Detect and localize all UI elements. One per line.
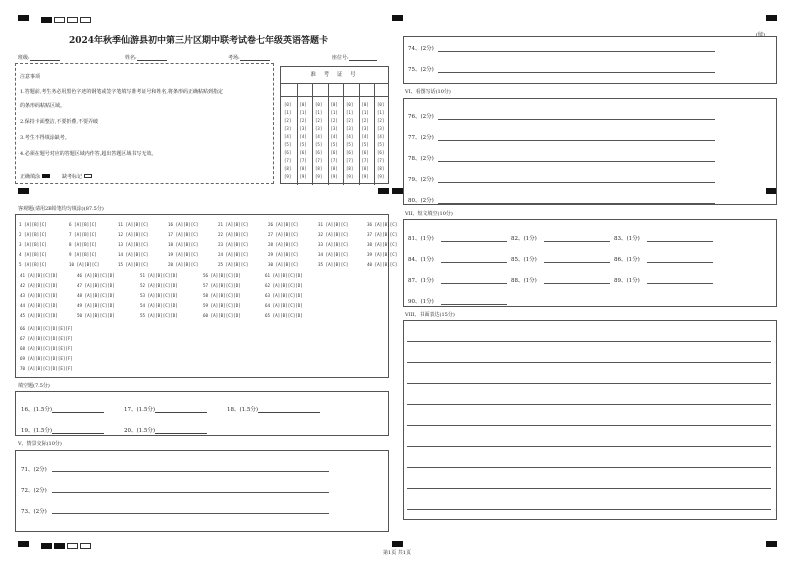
page-title: 2024年秋季仙游县初中第三片区期中联考试卷七年级英语答题卡 [68,36,329,46]
admission-digit-bubble[interactable]: [0] [284,102,292,107]
admission-digit-bubble[interactable]: [9] [361,174,369,179]
objective-question[interactable]: 63 [A][B][C][D] [265,293,303,298]
answer-line[interactable] [441,262,507,263]
admission-digit-bubble[interactable]: [0] [377,102,385,107]
objective-question[interactable]: 40 [A][B][C] [367,262,398,267]
objective-question[interactable]: 11 [A][B][C] [118,222,149,227]
objective-question[interactable]: 52 [A][B][C][D] [140,283,178,288]
answer-line[interactable] [438,119,715,120]
answer-line[interactable] [438,203,715,204]
objective-question[interactable]: 13 [A][B][C] [118,242,149,247]
answer-line[interactable] [438,51,715,52]
objective-question[interactable]: 8 [A][B][C] [69,242,97,247]
admission-digit-bubble[interactable]: [4] [299,134,307,139]
admission-digit-bubble[interactable]: [4] [361,134,369,139]
admission-digit-bubble[interactable]: [5] [284,142,292,147]
cloze-heading: VII、短文填空(10分) [405,211,453,217]
writing-line[interactable] [407,446,771,447]
objective-question[interactable]: 48 [A][B][C][D] [77,293,115,298]
objective-question[interactable]: 32 [A][B][C] [318,232,349,237]
objective-question[interactable]: 55 [A][B][C][D] [140,313,178,318]
answer-line[interactable] [647,283,713,284]
admission-digit-bubble[interactable]: [0] [330,102,338,107]
top-right-mark [766,15,777,21]
notice-item: 2.保持卡面整洁,不要折叠,不要弄破 [20,119,98,125]
writing-line[interactable] [407,467,771,468]
writing-line[interactable] [407,404,771,405]
objective-question[interactable]: 69 [A][B][C][D][E][F] [20,356,73,361]
admission-digit-bubble[interactable]: [3] [315,126,323,131]
admission-digit-bubble[interactable]: [9] [346,174,354,179]
admission-digit-bubble[interactable]: [1] [330,110,338,115]
answer-line[interactable] [438,140,715,141]
answer-line[interactable] [438,72,715,73]
admission-digit-bubble[interactable]: [8] [315,166,323,171]
admission-digit-bubble[interactable]: [4] [377,134,385,139]
writing-line[interactable] [407,383,771,384]
objective-heading: 客观题(请用2B铅笔均匀填涂)(87.5分) [18,206,104,212]
cloze-box [403,219,777,307]
admission-digit-bubble[interactable]: [4] [284,134,292,139]
admission-digit-bubble[interactable]: [5] [377,142,385,147]
objective-question[interactable]: 10 [A][B][C] [69,262,100,267]
objective-question[interactable]: 1 [A][B][C] [19,222,47,227]
admission-digit-bubble[interactable]: [0] [315,102,323,107]
notice-item: 3.考生不得填涂缺考。 [20,135,70,141]
admission-digit-bubble[interactable]: [8] [299,166,307,171]
writing-line[interactable] [407,425,771,426]
admission-digit-bubble[interactable]: [6] [361,150,369,155]
answer-line[interactable] [647,262,713,263]
fill-item[interactable]: 16、(1.5分) [21,405,104,413]
objective-question[interactable]: 4 [A][B][C] [19,252,47,257]
admission-column-divider [312,84,313,185]
notice-item: 的条形码粘贴区域。 [20,103,66,109]
answer-line[interactable] [438,182,715,183]
admission-digit-bubble[interactable]: [1] [315,110,323,115]
answer-item: 77、(2分) [408,135,434,141]
mid-center-mark [378,188,389,194]
objective-question[interactable]: 30 [A][B][C] [268,262,299,267]
admission-digit-bubble[interactable]: [7] [346,158,354,163]
answer-line[interactable] [52,471,329,472]
admission-digit-bubble[interactable]: [1] [346,110,354,115]
objective-question[interactable]: 64 [A][B][C][D] [265,303,303,308]
objective-question[interactable]: 33 [A][B][C] [318,242,349,247]
admission-digit-bubble[interactable]: [9] [377,174,385,179]
admission-digit-bubble[interactable]: [2] [330,118,338,123]
admission-digit-bubble[interactable]: [6] [330,150,338,155]
answer-line[interactable] [438,161,715,162]
admission-digit-bubble[interactable]: [4] [330,134,338,139]
objective-question[interactable]: 51 [A][B][C][D] [140,273,178,278]
admission-digit-bubble[interactable]: [5] [330,142,338,147]
admission-digit-bubble[interactable]: [8] [361,166,369,171]
fill-item[interactable]: 20、(1.5分) [124,426,207,434]
fill-box [15,391,389,436]
admission-digit-bubble[interactable]: [6] [315,150,323,155]
admission-digit-bubble[interactable]: [7] [299,158,307,163]
objective-question[interactable]: 36 [A][B][C] [367,222,398,227]
admission-digit-bubble[interactable]: [1] [284,110,292,115]
top-middle-mark [392,15,403,21]
objective-question[interactable]: 22 [A][B][C] [218,232,249,237]
objective-question[interactable]: 35 [A][B][C] [318,262,349,267]
answer-line[interactable] [441,283,507,284]
objective-question[interactable]: 59 [A][B][C][D] [203,303,241,308]
admission-digit-bubble[interactable]: [3] [346,126,354,131]
fill-item[interactable]: 19、(1.5分) [21,426,104,434]
objective-question[interactable]: 38 [A][B][C] [367,242,398,247]
admission-digit-bubble[interactable]: [4] [315,134,323,139]
answer-line[interactable] [441,241,507,242]
admission-digit-bubble[interactable]: [0] [361,102,369,107]
objective-question[interactable]: 19 [A][B][C] [168,252,199,257]
objective-question[interactable]: 67 [A][B][C][D][E][F] [20,336,73,341]
objective-question[interactable]: 41 [A][B][C][D] [20,273,58,278]
writing-line[interactable] [407,509,771,510]
objective-question[interactable]: 14 [A][B][C] [118,252,149,257]
dialog-item: 71、(2分) [21,467,47,473]
seat-field[interactable]: 座位号: [332,54,377,61]
objective-question[interactable]: 44 [A][B][C][D] [20,303,58,308]
answer-item: 78、(2分) [408,156,434,162]
admission-digit-bubble[interactable]: [6] [299,150,307,155]
writing-box[interactable] [403,320,777,520]
objective-question[interactable]: 66 [A][B][C][D][E][F] [20,326,73,331]
admission-digit-bubble[interactable]: [2] [299,118,307,123]
admission-digit-bubble[interactable]: [2] [361,118,369,123]
continued-label: (续) [756,32,765,38]
admission-digit-bubble[interactable]: [6] [284,150,292,155]
answer-line[interactable] [544,241,610,242]
fill-item[interactable]: 18、(1.5分) [227,405,320,413]
objective-question[interactable]: 17 [A][B][C] [168,232,199,237]
correct-fill-label: 正确填涂 [20,173,50,180]
cloze-item: 87、(1分) [408,278,434,284]
objective-question[interactable]: 58 [A][B][C][D] [203,293,241,298]
cloze-item: 89、(1分) [614,278,640,284]
objective-question[interactable]: 45 [A][B][C][D] [20,313,58,318]
objective-question[interactable]: 46 [A][B][C][D] [77,273,115,278]
cloze-item: 84、(1分) [408,257,434,263]
admission-digit-bubble[interactable]: [7] [377,158,385,163]
cloze-item: 83、(1分) [614,236,640,242]
objective-question[interactable]: 34 [A][B][C] [318,252,349,257]
objective-question[interactable]: 37 [A][B][C] [367,232,398,237]
admission-digit-bubble[interactable]: [3] [330,126,338,131]
name-field[interactable]: 姓名: [125,54,167,61]
answer-item: 79、(2分) [408,177,434,183]
writing-heading: VIII、书面表达(15分) [405,312,455,318]
objective-box [15,214,398,378]
cloze-item: 88、(1分) [511,278,537,284]
admission-digit-bubble[interactable]: [3] [361,126,369,131]
objective-question[interactable]: 60 [A][B][C][D] [203,313,241,318]
absent-mark-label[interactable]: 缺考标记 [62,173,92,180]
admission-column-divider [328,84,329,185]
dialog-box [15,450,389,532]
dialog-item: 73、(2分) [21,509,47,515]
cloze-item: 86、(1分) [614,257,640,263]
objective-question[interactable]: 54 [A][B][C][D] [140,303,178,308]
bottom-right-mark [766,541,777,547]
class-field[interactable]: 班级: [18,54,60,61]
admission-digit-bubble[interactable]: [2] [315,118,323,123]
admission-digit-bubble[interactable]: [4] [346,134,354,139]
cloze-item: 85、(1分) [511,257,537,263]
objective-question[interactable]: 27 [A][B][C] [268,232,299,237]
fill-heading: 填空题(7.5分) [18,383,50,389]
answer-item: 74、(2分) [408,46,434,52]
notice-item: 4.必须在题号对应的答题区域内作答,超出答题区域书写无效。 [20,151,157,157]
dialog-heading: V、情景交际(10分) [18,441,62,447]
objective-question[interactable]: 23 [A][B][C] [218,242,249,247]
admission-digit-bubble[interactable]: [9] [284,174,292,179]
objective-question[interactable]: 42 [A][B][C][D] [20,283,58,288]
look-heading: VI、看图写话(10分) [405,89,451,95]
admission-digit-bubble[interactable]: [7] [361,158,369,163]
admission-digit-bubble[interactable]: [5] [299,142,307,147]
answers-74-75-box [403,36,777,84]
objective-question[interactable]: 29 [A][B][C] [268,252,299,257]
notice-item: 1.答题前,考生务必用黑色字迹的钢笔或签字笔填写准考证号和姓名,将条形码正确粘贴到指定 [20,89,223,95]
admission-digit-bubble[interactable]: [1] [299,110,307,115]
admission-column-divider [297,84,298,185]
admission-digit-bubble[interactable]: [2] [377,118,385,123]
admission-column-divider [359,84,360,185]
admission-column-divider [374,84,375,185]
objective-question[interactable]: 65 [A][B][C][D] [265,313,303,318]
writing-line[interactable] [407,488,771,489]
answer-item: 75、(2分) [408,67,434,73]
admission-digit-bubble[interactable]: [6] [346,150,354,155]
writing-line[interactable] [407,341,771,342]
admission-digit-bubble[interactable]: [8] [346,166,354,171]
answer-line[interactable] [647,241,713,242]
objective-question[interactable]: 20 [A][B][C] [168,262,199,267]
admission-digit-bubble[interactable]: [7] [315,158,323,163]
objective-question[interactable]: 21 [A][B][C] [218,222,249,227]
objective-question[interactable]: 43 [A][B][C][D] [20,293,58,298]
objective-question[interactable]: 68 [A][B][C][D][E][F] [20,346,73,351]
writing-line[interactable] [407,362,771,363]
objective-question[interactable]: 56 [A][B][C][D] [203,273,241,278]
admission-digit-bubble[interactable]: [7] [330,158,338,163]
admission-digit-bubble[interactable]: [8] [330,166,338,171]
top-left-marks [18,15,93,23]
objective-question[interactable]: 6 [A][B][C] [69,222,97,227]
cloze-item: 90、(1分) [408,299,434,305]
admission-digit-bubble[interactable]: [3] [299,126,307,131]
objective-question[interactable]: 53 [A][B][C][D] [140,293,178,298]
admission-digit-bubble[interactable]: [0] [299,102,307,107]
objective-question[interactable]: 3 [A][B][C] [19,242,47,247]
objective-question[interactable]: 15 [A][B][C] [118,262,149,267]
answer-line[interactable] [52,492,329,493]
objective-question[interactable]: 2 [A][B][C] [19,232,47,237]
admission-digit-bubble[interactable]: [5] [346,142,354,147]
admission-column-divider [343,84,344,185]
objective-question[interactable]: 50 [A][B][C][D] [77,313,115,318]
mid-left-mark [18,188,29,194]
notice-box [15,63,274,184]
admission-digit-bubble[interactable]: [7] [284,158,292,163]
room-field[interactable]: 考场: [228,54,270,61]
objective-question[interactable]: 61 [A][B][C][D] [265,273,303,278]
admission-digit-bubble[interactable]: [9] [315,174,323,179]
admission-digit-bubble[interactable]: [0] [346,102,354,107]
objective-question[interactable]: 39 [A][B][C] [367,252,398,257]
objective-question[interactable]: 62 [A][B][C][D] [265,283,303,288]
admission-digit-bubble[interactable]: [8] [377,166,385,171]
objective-question[interactable]: 18 [A][B][C] [168,242,199,247]
admission-digit-bubble[interactable]: [2] [284,118,292,123]
admission-digit-bubble[interactable]: [3] [377,126,385,131]
admission-digit-bubble[interactable]: [1] [377,110,385,115]
objective-question[interactable]: 28 [A][B][C] [268,242,299,247]
look-box [403,98,777,205]
admission-digit-bubble[interactable]: [6] [377,150,385,155]
objective-question[interactable]: 70 [A][B][C][D][E][F] [20,366,73,371]
bottom-left-marks [18,541,93,549]
objective-question[interactable]: 9 [A][B][C] [69,252,97,257]
admission-number-label: 准 考 证 号 [281,67,388,84]
objective-question[interactable]: 5 [A][B][C] [19,262,47,267]
answer-line[interactable] [52,513,329,514]
admission-digit-bubble[interactable]: [9] [299,174,307,179]
notice-heading: 注意事项 [20,74,41,80]
bottom-middle-mark [392,541,403,547]
admission-digit-bubble[interactable]: [8] [284,166,292,171]
objective-question[interactable]: 26 [A][B][C] [268,222,299,227]
admission-digit-bubble[interactable]: [1] [361,110,369,115]
cloze-item: 81、(1分) [408,236,434,242]
mid-right-mark [392,188,403,194]
objective-question[interactable]: 7 [A][B][C] [69,232,97,237]
admission-digit-bubble[interactable]: [5] [315,142,323,147]
objective-question[interactable]: 47 [A][B][C][D] [77,283,115,288]
admission-number-box[interactable] [280,66,389,184]
admission-digit-bubble[interactable]: [5] [361,142,369,147]
admission-digit-bubble[interactable]: [3] [284,126,292,131]
page-number: 第1页 共1页 [383,550,411,556]
answer-item: 76、(2分) [408,114,434,120]
answer-line[interactable] [544,283,610,284]
objective-question[interactable]: 24 [A][B][C] [218,252,249,257]
fill-item[interactable]: 17、(1.5分) [124,405,207,413]
answer-line[interactable] [544,262,610,263]
objective-question[interactable]: 57 [A][B][C][D] [203,283,241,288]
objective-question[interactable]: 25 [A][B][C] [218,262,249,267]
objective-question[interactable]: 49 [A][B][C][D] [77,303,115,308]
admission-digit-bubble[interactable]: [9] [330,174,338,179]
answer-item: 80、(2分) [408,198,434,204]
dialog-item: 72、(2分) [21,488,47,494]
objective-question[interactable]: 31 [A][B][C] [318,222,349,227]
cloze-item: 82、(1分) [511,236,537,242]
answer-line[interactable] [441,304,507,305]
admission-digit-bubble[interactable]: [2] [346,118,354,123]
objective-question[interactable]: 12 [A][B][C] [118,232,149,237]
objective-question[interactable]: 16 [A][B][C] [168,222,199,227]
